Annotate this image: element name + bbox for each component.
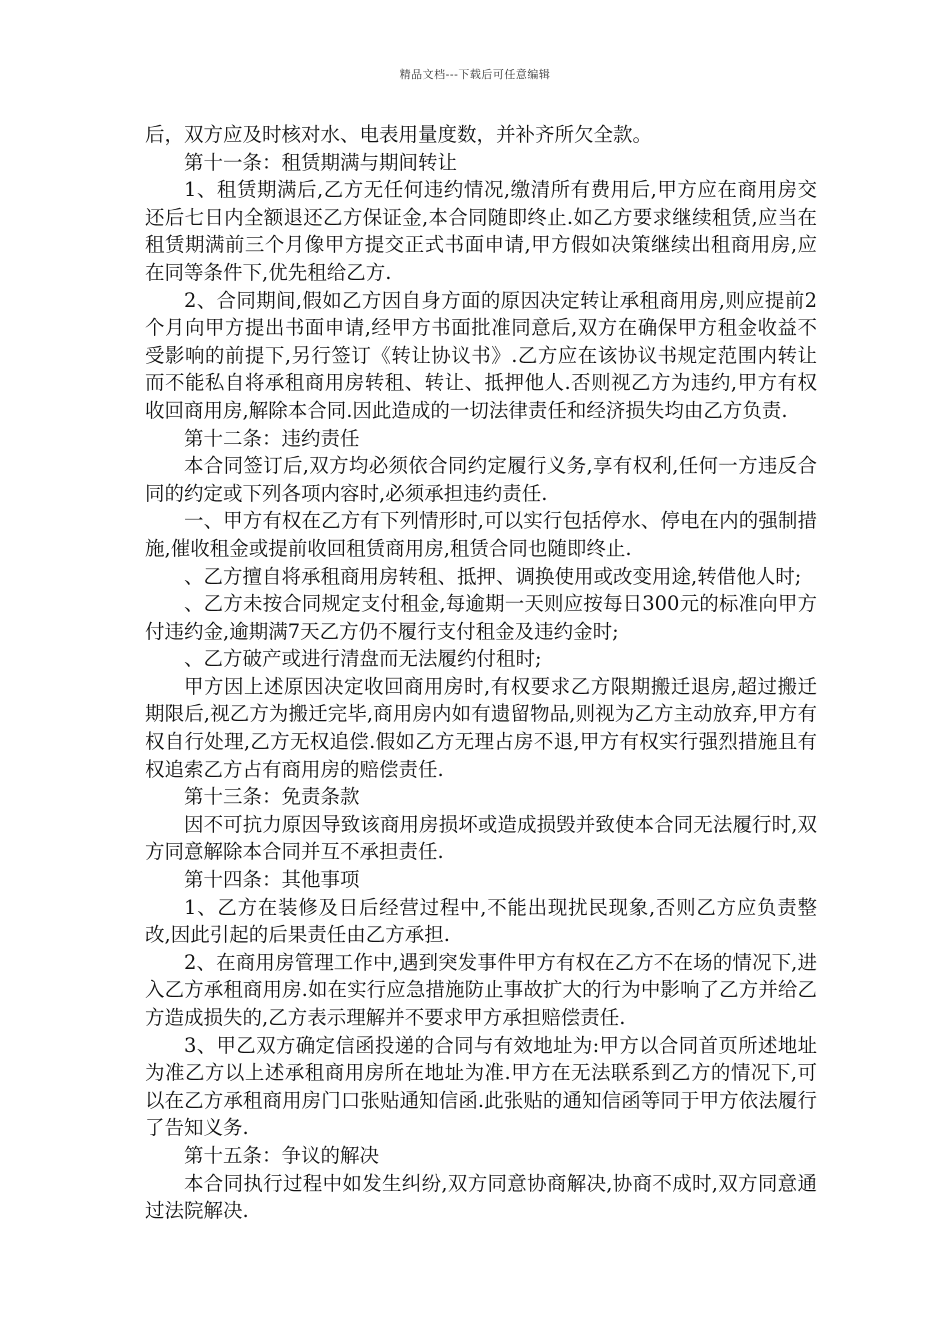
article-13-body: 因不可抗力原因导致该商用房损坏或造成损毁并致使本合同无法履行时,双方同意解除本合同并互不承担责任.	[145, 812, 817, 864]
article-14-heading: 第十四条：其他事项	[184, 868, 360, 892]
article-12-consequence: 甲方因上述原因决定收回商用房时,有权要求乙方限期搬迁退房,超过搬迁期限后,视乙方为搬迁完毕,商用房内如有遗留物品,则视为乙方主动放弃,甲方有权自行处理,乙方无权追偿.假如乙方无理占房不退,甲方有权实行强烈措施且有权追索乙方占有商用房的赔偿责任.	[145, 674, 817, 781]
article-12-heading: 第十二条：违约责任	[184, 426, 360, 450]
article-14-clause-3: 3、甲乙双方确定信函投递的合同与有效地址为:甲方以合同首页所述地址为准乙方以上述承租商用房所在地址为准.甲方在无法联系到乙方的情况下,可以在乙方承租商用房门口张贴通知信函.此张贴的通知信函等同于甲方依法履行了告知义务.	[145, 1033, 817, 1140]
article-14-clause-2: 2、在商用房管理工作中,遇到突发事件甲方有权在乙方不在场的情况下,进入乙方承租商用房.如在实行应急措施防止事故扩大的行为中影响了乙方并给乙方造成损失的,乙方表示理解并不要求甲方承担赔偿责任.	[145, 950, 817, 1029]
article-14-clause-1: 1、乙方在装修及日后经营过程中,不能出现扰民现象,否则乙方应负责整改,因此引起的后果责任由乙方承担.	[145, 895, 817, 947]
article-12-item-c: 、乙方破产或进行清盘而无法履约付租时;	[184, 647, 542, 671]
article-15-body: 本合同执行过程中如发生纠纷,双方同意协商解决,协商不成时,双方同意通过法院解决.	[145, 1171, 817, 1223]
article-12-item-b: 、乙方未按合同规定支付租金,每逾期一天则应按每日300元的标准向甲方付违约金,逾期满7天乙方仍不履行支付租金及违约金时;	[145, 592, 817, 643]
article-11-clause-2: 2、合同期间,假如乙方因自身方面的原因决定转让承租商用房,则应提前2个月向甲方提出书面申请,经甲方书面批准同意后,双方在确保甲方租金收益不受影响的前提下,另行签订《转让协议书》.乙方应在该协议书规定范围内转让而不能私自将承租商用房转租、转让、抵押他人.否则视乙方为违约,甲方有权收回商用房,解除本合同.因此造成的一切法律责任和经济损失均由乙方负责.	[145, 288, 817, 422]
document-body	[145, 121, 817, 1225]
article-12-intro: 本合同签订后,双方均必须依合同约定履行义务,享有权利,任何一方违反合同的约定或下列各项内容时,必须承担违约责任.	[145, 454, 817, 505]
article-12-item-a: 、乙方擅自将承租商用房转租、抵押、调换使用或改变用途,转借他人时;	[184, 564, 802, 588]
article-11-heading: 第十一条：租赁期满与期间转让	[184, 150, 458, 174]
article-13-heading: 第十三条：免责条款	[184, 785, 360, 809]
article-15-heading: 第十五条：争议的解决	[184, 1143, 380, 1167]
paragraph-continuation: 后，双方应及时核对水、电表用量度数，并补齐所欠全款。	[145, 123, 653, 146]
article-11-clause-1: 1、租赁期满后,乙方无任何违约情况,缴清所有费用后,甲方应在商用房交还后七日内全额退还乙方保证金,本合同随即终止.如乙方要求继续租赁,应当在租赁期满前三个月像甲方提交正式书面申请,甲方假如决策继续出租商用房,应在同等条件下,优先租给乙方.	[145, 178, 817, 284]
article-12-clause-1: 一、甲方有权在乙方有下列情形时,可以实行包括停水、停电在内的强制措施,催收租金或提前收回租赁商用房,租赁合同也随即终止.	[145, 509, 817, 560]
page-header: 精品文档---下载后可任意编辑	[399, 68, 551, 81]
